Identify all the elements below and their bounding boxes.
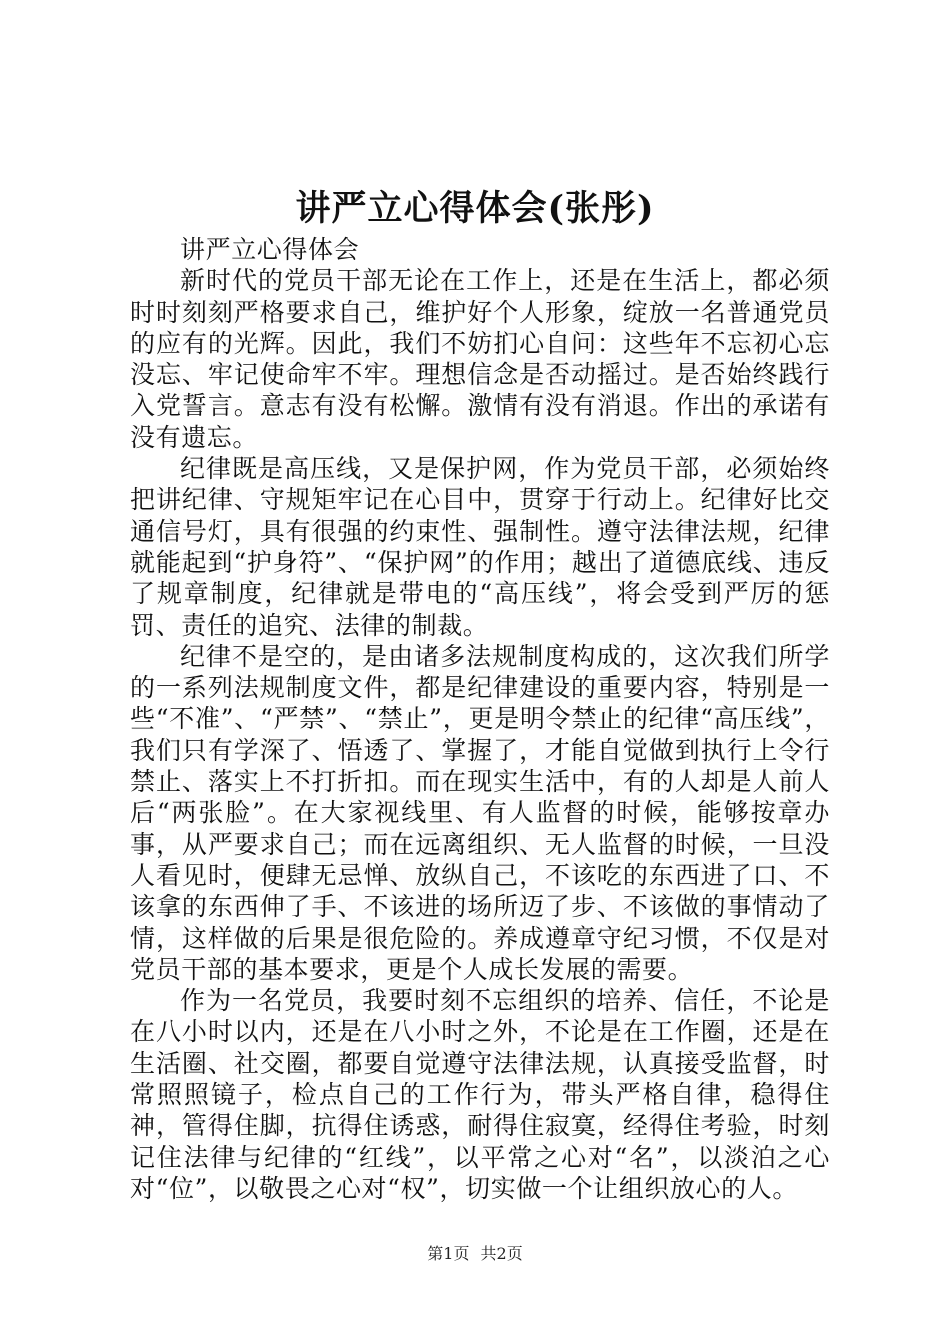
page-number: 第1页	[427, 1244, 470, 1263]
body-paragraph: 新时代的党员干部无论在工作上，还是在生活上，都必须时时刻刻严格要求自己，维护好个人形象，绽放一名普通党员的应有的光辉。因此，我们不妨扪心自问：这些年不忘初心忘没忘、牢记使命牢不牢。理想信念是否动摇过。是否始终践行入党誓言。意志有没有松懈。激情有没有消退。作出的承诺有没有遗忘。	[130, 266, 830, 452]
document-title: 讲严立心得体会(张彤)	[295, 188, 655, 229]
document-body	[130, 234, 830, 1204]
page-footer	[0, 1243, 950, 1265]
body-paragraph: 作为一名党员，我要时刻不忘组织的培养、信任，不论是在八小时以内，还是在八小时之外，不论是在工作圈，还是在生活圈、社交圈，都要自觉遵守法律法规，认真接受监督，时常照照镜子，检点自己的工作行为，带头严格自律，稳得住神，管得住脚，抗得住诱惑，耐得住寂寞，经得住考验，时刻记住法律与纪律的“红线”，以平常之心对“名”，以淡泊之心对“位”，以敬畏之心对“权”，切实做一个让组织放心的人。	[130, 986, 830, 1203]
body-paragraph: 讲严立心得体会	[180, 235, 360, 264]
body-paragraph: 纪律既是高压线，又是保护网，作为党员干部，必须始终把讲纪律、守规矩牢记在心目中，贯穿于行动上。纪律好比交通信号灯，具有很强的约束性、强制性。遵守法律法规，纪律就能起到“护身符”、“保护网”的作用；越出了道德底线、违反了规章制度，纪律就是带电的“高压线”，将会受到严厉的惩罚、责任的追究、法律的制裁。	[130, 454, 830, 640]
body-paragraph: 纪律不是空的，是由诸多法规制度构成的，这次我们所学的一系列法规制度文件，都是纪律建设的重要内容，特别是一些“不准”、“严禁”、“禁止”，更是明令禁止的纪律“高压线”，我们只有学深了、悟透了、掌握了，才能自觉做到执行上令行禁止、落实上不打折扣。而在现实生活中，有的人却是人前人后“两张脸”。在大家视线里、有人监督的时候，能够按章办事，从严要求自己；而在远离组织、无人监督的时候，一旦没人看见时，便肆无忌惮、放纵自己，不该吃的东西进了口、不该拿的东西伸了手、不该进的场所迈了步、不该做的事情动了情，这样做的后果是很危险的。养成遵章守纪习惯，不仅是对党员干部的基本要求，更是个人成长发展的需要。	[130, 641, 830, 984]
page-total: 共2页	[480, 1244, 523, 1263]
